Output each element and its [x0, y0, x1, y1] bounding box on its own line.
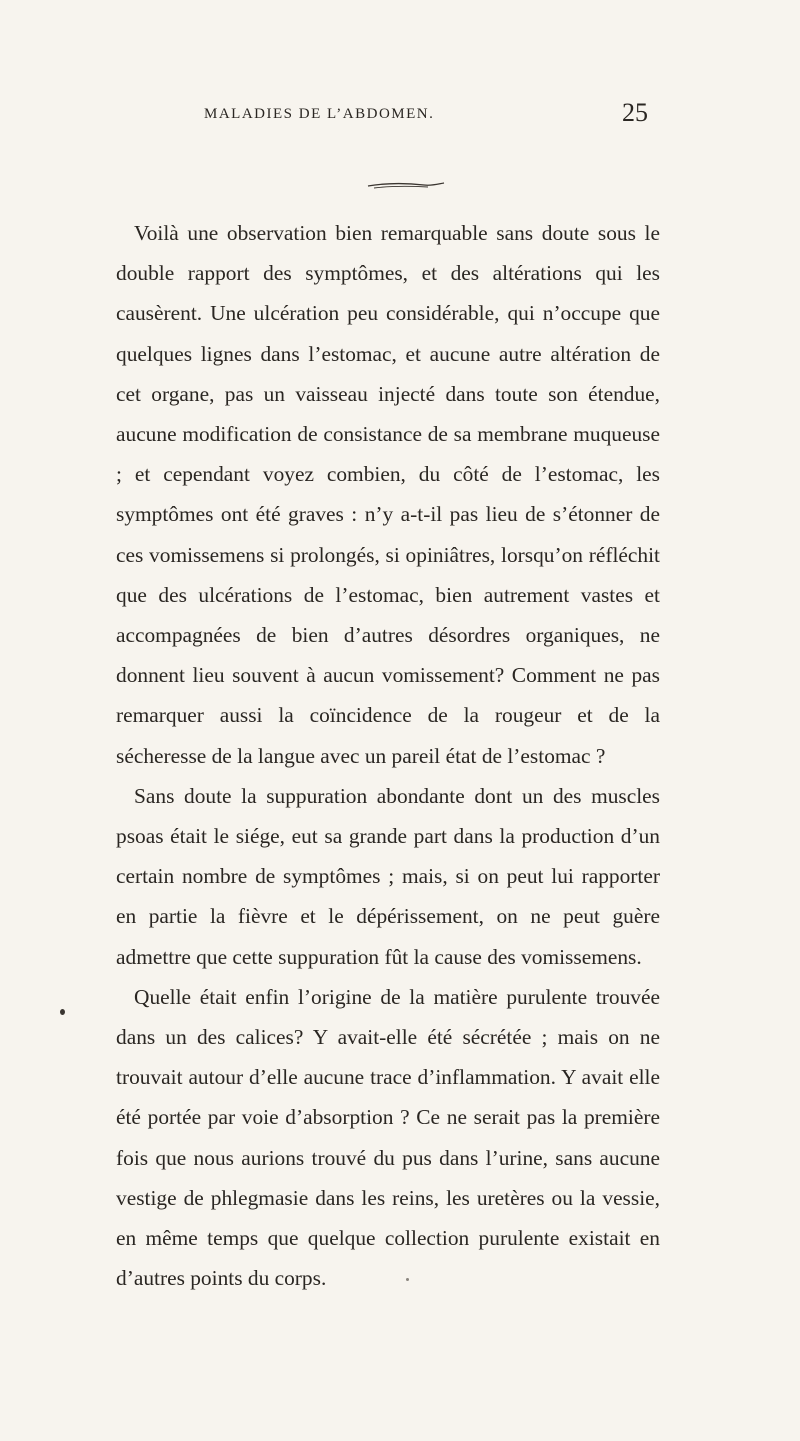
running-title: MALADIES DE L’ABDOMEN.	[204, 106, 435, 122]
ink-speck-small	[406, 1278, 409, 1281]
paragraph-3: Quelle était enfin l’origine de la matière purulente trouvée dans un des calices? Y avait-elle été sécrétée ; mais on ne trouvait autour d’elle aucune trace d’inflammation. Y avait elle été portée par voie d’absorption ? Ce ne serait pas la première fois que nous aurions trouvé du pus dans l’urine, sans aucune vestige de phlegmasie dans les reins, les uretères ou la vessie, en même temps que quelque collection purulente existait en d’autres points du corps.	[116, 984, 660, 1291]
body-text	[116, 213, 660, 1298]
page-number: 25	[622, 98, 648, 127]
section-divider-ornament	[366, 181, 446, 191]
paragraph-2: Sans doute la suppuration abondante dont un des muscles psoas était le siége, eut sa grande part dans la production d’un certain nombre de symptômes ; mais, si on peut lui rapporter en partie la fièvre et le dépérissement, on ne peut guère admettre que cette suppuration fût la cause des vomissemens.	[116, 783, 660, 969]
ink-speck	[60, 1009, 65, 1015]
paragraph-1: Voilà une observation bien remarquable sans doute sous le double rapport des symptômes, et des altérations qui les causèrent. Une ulcération peu considérable, qui n’occupe que quelques lignes dans l’estomac, et aucune autre altération de cet organe, pas un vaisseau injecté dans toute son étendue, aucune modification de consistance de sa membrane muqueuse ; et cependant voyez combien, du côté de l’estomac, les symptômes ont été graves : n’y a-t-il pas lieu de s’étonner de ces vomissemens si prolongés, si opiniâtres, lorsqu’on réfléchit que des ulcérations de l’estomac, bien autrement vastes et accompagnées de bien d’autres désordres organiques, ne donnent lieu souvent à aucun vomissement? Comment ne pas remarquer aussi la coïncidence de la rougeur et de la sécheresse de la langue avec un pareil état de l’estomac ?	[116, 221, 660, 768]
